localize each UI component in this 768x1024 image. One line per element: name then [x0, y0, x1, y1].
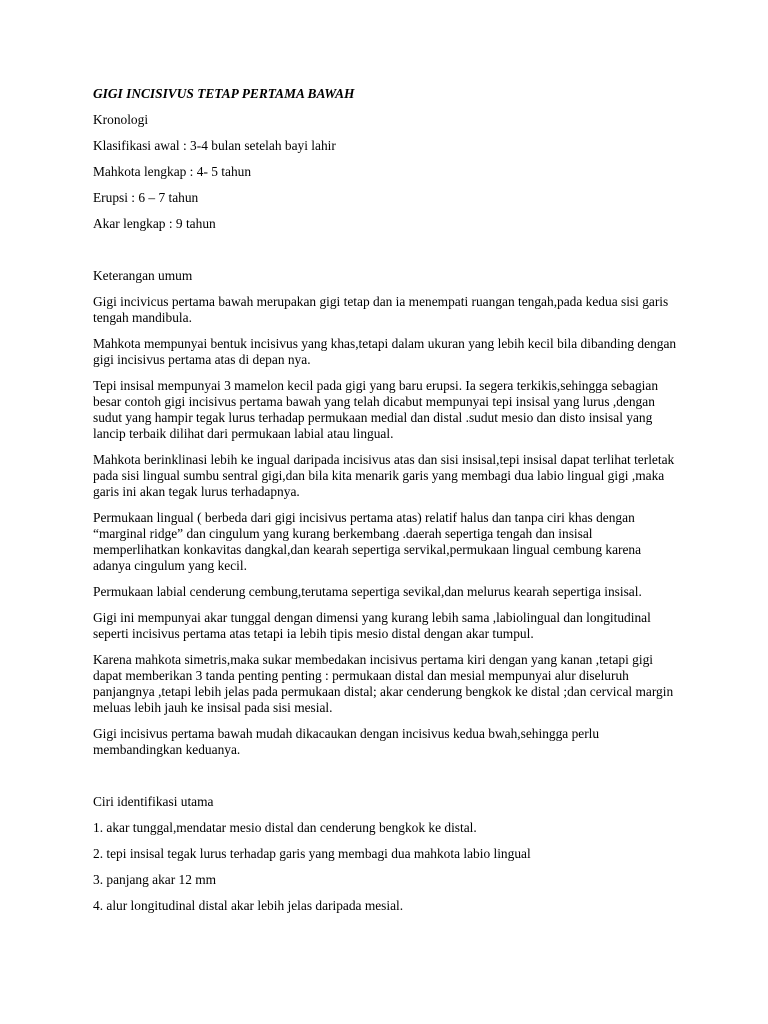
paragraph: Gigi ini mempunyai akar tunggal dengan dimensi yang kurang lebih sama ,labiolingual dan longitudinal seperti incisivus pertama atas tetapi ia lebih tipis mesio distal dengan akar tumpul.	[93, 610, 651, 641]
paragraph: Mahkota berinklinasi lebih ke ingual daripada incisivus atas dan sisi insisal,tepi insisal dapat terlihat terletak pada sisi lingual sumbu sentral gigi,dan bila kita menarik garis yang membagi dua labio lingual gigi ,maka garis ini akan tegak lurus terhadapnya.	[93, 452, 675, 499]
paragraph: Tepi insisal mempunyai 3 mamelon kecil pada gigi yang baru erupsi. Ia segera terkikis,sehingga sebagian besar contoh gigi incisivus pertama bawah yang telah dicabut mempunyai tepi insisal yang lurus ,dengan sudut yang hampir tegak lurus terhadap permukaan medial dan distal .sudut mesio dan disto insisal yang lancip terbaik dilihat dari permukaan labial atau lingual.	[93, 378, 659, 441]
kronologi-item: Erupsi : 6 – 7 tahun	[93, 190, 199, 205]
section-heading-keterangan: Keterangan umum	[93, 268, 193, 283]
paragraph: Karena mahkota simetris,maka sukar membedakan incisivus pertama kiri dengan yang kanan ,tetapi gigi dapat memberikan 3 tanda penting penting : permukaan distal dan mesial mempunyai alur diseluruh panjangnya ,tetapi lebih jelas pada permukaan distal; akar cenderung bengkok ke distal ;dan cervical margin meluas lebih jauh ke insisal pada sisi mesial.	[93, 652, 674, 715]
document-page	[93, 86, 678, 924]
spacer	[93, 242, 678, 268]
kronologi-item: Klasifikasi awal : 3-4 bulan setelah bayi lahir	[93, 138, 336, 153]
paragraph: Mahkota mempunyai bentuk incisivus yang khas,tetapi dalam ukuran yang lebih kecil bila dibanding dengan gigi incisivus pertama atas di depan nya.	[93, 336, 677, 367]
kronologi-item: Akar lengkap : 9 tahun	[93, 216, 216, 231]
ciri-item: 1. akar tunggal,mendatar mesio distal dan cenderung bengkok ke distal.	[93, 820, 477, 835]
paragraph: Permukaan lingual ( berbeda dari gigi incisivus pertama atas) relatif halus dan tanpa ciri khas dengan “marginal ridge” dan cingulum yang kurang berkembang .daerah sepertiga tengah dan insisal memperlihatkan konkavitas dangkal,dan kearah sepertiga servikal,permukaan lingual cembung karena adanya cingulum yang kecil.	[93, 510, 642, 573]
paragraph: Gigi incivicus pertama bawah merupakan gigi tetap dan ia menempati ruangan tengah,pada kedua sisi garis tengah mandibula.	[93, 294, 669, 325]
paragraph: Gigi incisivus pertama bawah mudah dikacaukan dengan incisivus kedua bwah,sehingga perlu membandingkan keduanya.	[93, 726, 600, 757]
document-title: GIGI INCISIVUS TETAP PERTAMA BAWAH	[93, 86, 355, 101]
section-heading-ciri: Ciri identifikasi utama	[93, 794, 214, 809]
ciri-item: 3. panjang akar 12 mm	[93, 872, 217, 887]
ciri-item: 2. tepi insisal tegak lurus terhadap garis yang membagi dua mahkota labio lingual	[93, 846, 531, 861]
spacer	[93, 768, 678, 794]
section-heading-kronologi: Kronologi	[93, 112, 149, 127]
ciri-item: 4. alur longitudinal distal akar lebih jelas daripada mesial.	[93, 898, 404, 913]
paragraph: Permukaan labial cenderung cembung,terutama sepertiga sevikal,dan melurus kearah sepertiga insisal.	[93, 584, 642, 599]
kronologi-item: Mahkota lengkap : 4- 5 tahun	[93, 164, 252, 179]
